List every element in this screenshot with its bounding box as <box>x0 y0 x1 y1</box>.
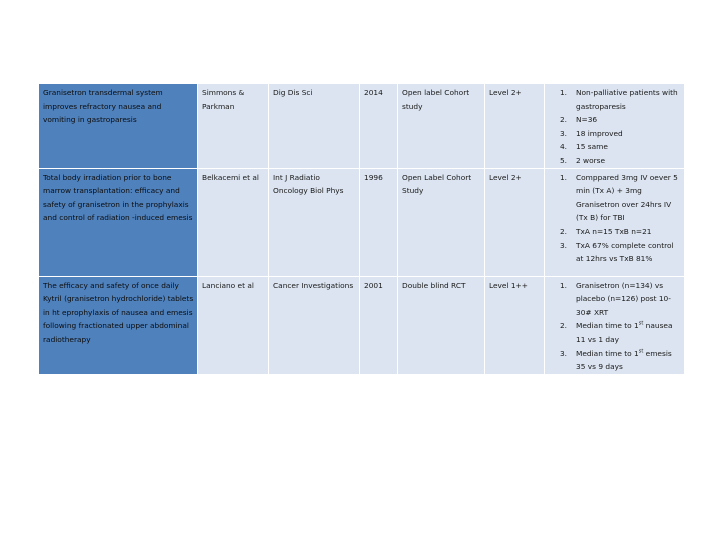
list-item <box>549 239 681 266</box>
list-item-number: 3. <box>559 240 567 250</box>
list-item-text: Comppared 3mg IV oever 5 min (Tx A) + 3mg Granisetron over 24hrs IV (Tx B) for TBI <box>576 172 678 223</box>
year-cell: 2001 <box>360 276 398 374</box>
table-row <box>39 276 685 374</box>
list-item-number: 3. <box>559 128 567 138</box>
table-row <box>39 168 685 276</box>
key-findings-cell <box>545 84 685 169</box>
evidence-level-cell: Level 2+ <box>485 84 545 169</box>
list-item <box>549 127 681 141</box>
list-item-text: N=36 <box>576 115 598 125</box>
study-design-cell: Open Label Cohort Study <box>398 168 485 276</box>
study-design-cell: Double blind RCT <box>398 276 485 374</box>
journal-cell: Int J Radiatio Oncology Biol Phys <box>269 168 360 276</box>
list-item-number: 5. <box>559 155 567 165</box>
study-title-cell: Total body irradiation prior to bone marrow transplantation: efficacy and safety of granisetron in the prophylaxis and control of radiation -induced emesis <box>39 168 198 276</box>
list-item-text: 15 same <box>576 142 608 152</box>
list-item <box>549 86 681 113</box>
year-cell: 2014 <box>360 84 398 169</box>
list-item <box>549 347 681 374</box>
list-item-text: Granisetron (n=134) vs placebo (n=126) post 10-30# XRT <box>576 280 671 317</box>
list-item-number: 2. <box>559 226 567 236</box>
list-item <box>549 140 681 154</box>
list-item <box>549 171 681 225</box>
evidence-level-cell: Level 1++ <box>485 276 545 374</box>
list-item-number: 3. <box>559 348 567 358</box>
journal-cell: Dig Dis Sci <box>269 84 360 169</box>
list-item-text: 2 worse <box>576 155 606 165</box>
list-item-number: 4. <box>559 142 567 152</box>
list-item-number: 2. <box>559 115 567 125</box>
list-item <box>549 154 681 168</box>
authors-cell: Belkacemi et al <box>198 168 269 276</box>
findings-list <box>549 171 681 266</box>
evidence-level-cell: Level 2+ <box>485 168 545 276</box>
journal-cell: Cancer Investigations <box>269 276 360 374</box>
list-item-number: 1. <box>559 172 567 182</box>
findings-list <box>549 86 681 168</box>
key-findings-cell <box>545 276 685 374</box>
list-item-text: Median time to 1st nausea 11 vs 1 day <box>576 320 673 344</box>
list-item <box>549 113 681 127</box>
list-item-number: 2. <box>559 321 567 331</box>
authors-cell: Simmons & Parkman <box>198 84 269 169</box>
year-cell: 1996 <box>360 168 398 276</box>
list-item-number: 1. <box>559 280 567 290</box>
table-row <box>39 84 685 169</box>
list-item-text: Median time to 1st emesis 35 vs 9 days <box>576 348 672 372</box>
list-item-text: 18 improved <box>576 128 623 138</box>
key-findings-cell <box>545 168 685 276</box>
authors-cell: Lanciano et al <box>198 276 269 374</box>
findings-list <box>549 279 681 374</box>
study-design-cell: Open label Cohort study <box>398 84 485 169</box>
list-item-number: 1. <box>559 88 567 97</box>
study-title-cell: Granisetron transdermal system improves refractory nausea and vomiting in gastroparesis <box>39 84 198 169</box>
list-item <box>549 279 681 320</box>
list-item-text: Non-palliative patients with gastroparesis <box>576 88 678 111</box>
evidence-table <box>38 83 685 375</box>
study-title-cell: The efficacy and safety of once daily Kytril (granisetron hydrochloride) tablets in ht eprophylaxis of nausea and emesis following fractionated upper abdominal radiotherapy <box>39 276 198 374</box>
list-item <box>549 225 681 239</box>
list-item <box>549 319 681 346</box>
list-item-text: TxA 67% complete control at 12hrs vs TxB 81% <box>576 240 674 264</box>
list-item-text: TxA n=15 TxB n=21 <box>576 226 652 236</box>
